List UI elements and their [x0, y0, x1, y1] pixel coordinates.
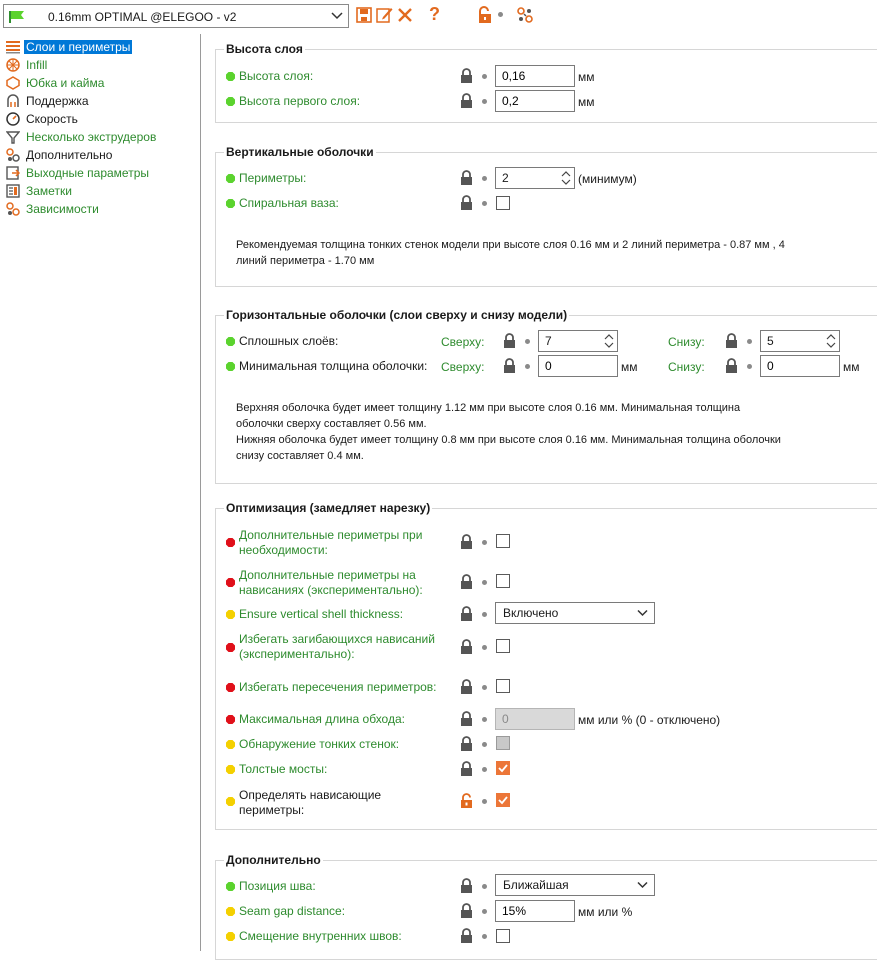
- label-line: необходимости:: [239, 543, 328, 557]
- checkmark-icon: [497, 762, 509, 774]
- lock-icon[interactable]: [460, 606, 473, 621]
- advanced-mode-dot: [226, 740, 235, 749]
- support-icon: [6, 94, 20, 108]
- overhang-perimeters-label: [239, 568, 423, 598]
- bottom-label: Снизу:: [668, 360, 705, 374]
- lock-icon[interactable]: [460, 534, 473, 549]
- sidebar-item-support[interactable]: Поддержка: [4, 92, 200, 110]
- default-dot: [482, 767, 487, 772]
- note-line: снизу составляет 0.4 мм.: [236, 450, 364, 462]
- extruder-icon: [6, 130, 20, 144]
- lock-icon[interactable]: [460, 736, 473, 751]
- sidebar-item-layers[interactable]: Слои и периметры: [4, 38, 200, 56]
- spin-arrows-icon[interactable]: [560, 169, 572, 187]
- avoid-crossing-checkbox[interactable]: [496, 679, 510, 693]
- spin-arrows-icon[interactable]: [603, 332, 615, 350]
- simple-mode-dot: [226, 72, 235, 81]
- expert-mode-dot: [226, 538, 235, 547]
- output-icon: [6, 166, 20, 180]
- extra-perimeters-checkbox[interactable]: [496, 534, 510, 548]
- help-icon[interactable]: ?: [429, 4, 440, 24]
- spiral-vase-label: Спиральная ваза:: [239, 196, 339, 210]
- select-value: Включено: [503, 606, 559, 620]
- default-dot: [482, 612, 487, 617]
- simple-mode-dot: [226, 337, 235, 346]
- lock-icon[interactable]: [460, 711, 473, 726]
- sidebar-item-notes[interactable]: Заметки: [4, 182, 200, 200]
- advanced-mode-dot: [226, 610, 235, 619]
- save-icon[interactable]: [355, 6, 373, 24]
- seam-position-select[interactable]: [495, 874, 655, 896]
- default-dot: [482, 176, 487, 181]
- default-dot: [482, 201, 487, 206]
- label-line: Дополнительные периметры при: [239, 528, 423, 542]
- min-top-input[interactable]: [538, 355, 618, 377]
- avoid-curling-label: [239, 632, 435, 662]
- expert-mode-dot: [226, 578, 235, 587]
- lock-icon[interactable]: [503, 333, 516, 348]
- simple-mode-dot: [226, 362, 235, 371]
- label-line: Определять нависающие: [239, 788, 382, 802]
- unlock-icon[interactable]: [476, 6, 494, 24]
- solid-top-value: 7: [545, 334, 552, 348]
- top-label: Сверху:: [441, 360, 485, 374]
- preset-name: 0.16mm OPTIMAL @ELEGOO - v2: [48, 10, 237, 24]
- solid-top-input[interactable]: [538, 330, 618, 352]
- chevron-down-icon: [637, 609, 648, 617]
- lock-icon[interactable]: [460, 93, 473, 108]
- overhang-perimeters-checkbox[interactable]: [496, 574, 510, 588]
- mode-dot: [498, 12, 503, 17]
- advanced-mode-dot: [226, 907, 235, 916]
- lock-icon[interactable]: [460, 903, 473, 918]
- sidebar-item-extruders[interactable]: Несколько экструдеров: [4, 128, 200, 146]
- skirt-icon: [6, 76, 20, 90]
- default-dot: [482, 540, 487, 545]
- seam-gap-unit: мм или %: [578, 905, 633, 919]
- lock-icon[interactable]: [460, 170, 473, 185]
- spin-arrows-icon[interactable]: [825, 332, 837, 350]
- thin-walls-label: Обнаружение тонких стенок:: [239, 737, 400, 751]
- sidebar-item-infill[interactable]: Infill: [4, 56, 200, 74]
- detect-overhang-checkbox[interactable]: [496, 793, 510, 807]
- lock-icon[interactable]: [460, 195, 473, 210]
- default-dot: [525, 339, 530, 344]
- inner-seam-label: Смещение внутренних швов:: [239, 929, 402, 943]
- chevron-down-icon: [331, 10, 343, 22]
- avoid-crossing-label: Избегать пересечения периметров:: [239, 680, 437, 694]
- sidebar-item-speed[interactable]: Скорость: [4, 110, 200, 128]
- lock-icon[interactable]: [460, 639, 473, 654]
- group-title: Горизонтальные оболочки (слои сверху и снизу модели): [226, 308, 568, 322]
- label-line: периметры:: [239, 803, 305, 817]
- default-dot: [482, 74, 487, 79]
- edit-icon[interactable]: [375, 6, 393, 24]
- group-title: Высота слоя: [226, 42, 303, 56]
- solid-layers-label: Сплошных слоёв:: [239, 334, 339, 348]
- simple-mode-dot: [226, 199, 235, 208]
- default-dot: [482, 645, 487, 650]
- lock-icon[interactable]: [460, 878, 473, 893]
- default-dot: [747, 339, 752, 344]
- lock-icon[interactable]: [725, 358, 738, 373]
- spiral-vase-checkbox[interactable]: [496, 196, 510, 210]
- layer-height-input[interactable]: [495, 65, 575, 87]
- simple-mode-dot: [226, 174, 235, 183]
- solid-bottom-value: 5: [767, 334, 774, 348]
- first-layer-height-label: Высота первого слоя:: [239, 94, 361, 108]
- default-dot: [525, 364, 530, 369]
- default-dot: [482, 99, 487, 104]
- min-bottom-input[interactable]: [760, 355, 840, 377]
- top-toolbar: [0, 0, 877, 34]
- avoid-curling-checkbox[interactable]: [496, 639, 510, 653]
- expert-mode-dot: [226, 643, 235, 652]
- default-dot: [482, 884, 487, 889]
- dependencies-icon: [6, 202, 20, 216]
- flag-icon: [9, 10, 25, 23]
- default-dot: [747, 364, 752, 369]
- default-dot: [482, 934, 487, 939]
- layer-height-label: Высота слоя:: [239, 69, 314, 83]
- lock-icon[interactable]: [460, 761, 473, 776]
- detect-overhang-label: [239, 788, 381, 818]
- select-value: Ближайшая: [503, 878, 569, 892]
- group-title: Дополнительно: [226, 853, 321, 867]
- default-dot: [482, 717, 487, 722]
- min-shell-thickness-label: Минимальная толщина оболочки:: [239, 359, 428, 373]
- extra-perimeters-label: [239, 528, 422, 558]
- thick-bridges-label: Толстые мосты:: [239, 762, 328, 776]
- max-detour-label: Максимальная длина обхода:: [239, 712, 405, 726]
- label-line: (экспериментально):: [239, 647, 355, 661]
- expert-mode-dot: [226, 715, 235, 724]
- first-layer-height-input[interactable]: [495, 90, 575, 112]
- chevron-down-icon: [637, 881, 648, 889]
- speed-icon: [6, 112, 20, 126]
- default-dot: [482, 909, 487, 914]
- sidebar-item-advanced[interactable]: Дополнительно: [4, 146, 200, 164]
- infill-icon: [6, 58, 20, 72]
- sidebar-item-dependencies[interactable]: Зависимости: [4, 200, 200, 218]
- simple-mode-dot: [226, 97, 235, 106]
- default-dot: [482, 742, 487, 747]
- layers-icon: [6, 40, 20, 54]
- note-line: оболочки сверху составляет 0.56 мм.: [236, 418, 427, 430]
- simple-mode-dot: [226, 882, 235, 891]
- ensure-vertical-select[interactable]: [495, 602, 655, 624]
- lock-icon[interactable]: [460, 68, 473, 83]
- thin-walls-checkbox[interactable]: [496, 736, 510, 750]
- unit-label: мм: [621, 360, 638, 374]
- lock-icon[interactable]: [460, 928, 473, 943]
- seam-position-label: Позиция шва:: [239, 879, 316, 893]
- unit-label: мм: [843, 360, 860, 374]
- ensure-vertical-label: Ensure vertical shell thickness:: [239, 607, 404, 621]
- compare-icon[interactable]: [516, 6, 534, 24]
- unit-label: мм: [578, 70, 595, 84]
- delete-icon[interactable]: [396, 6, 414, 24]
- advanced-mode-dot: [226, 797, 235, 806]
- note-line: линий периметра - 1.70 мм: [236, 255, 375, 267]
- inner-seam-checkbox[interactable]: [496, 929, 510, 943]
- lock-icon[interactable]: [725, 333, 738, 348]
- label-line: нависаниях (экспериментально):: [239, 583, 423, 597]
- label-line: Дополнительные периметры на: [239, 568, 416, 582]
- settings-sidebar: [0, 34, 201, 951]
- top-label: Сверху:: [441, 335, 485, 349]
- perimeters-unit: (минимум): [578, 172, 637, 186]
- label-line: Избегать загибающихся нависаний: [239, 632, 435, 646]
- group-title: Оптимизация (замедляет нарезку): [226, 501, 431, 515]
- advanced-icon: [6, 148, 20, 162]
- checkmark-icon: [497, 794, 509, 806]
- default-dot: [482, 799, 487, 804]
- sidebar-item-skirt[interactable]: Юбка и кайма: [4, 74, 200, 92]
- note-line: Верхняя оболочка будет имеет толщину 1.12 мм при высоте слоя 0.16 мм. Минимальная толщина: [236, 402, 741, 414]
- perimeters-label: Периметры:: [239, 171, 307, 185]
- perimeters-spin-input[interactable]: [495, 167, 575, 189]
- lock-icon[interactable]: [460, 679, 473, 694]
- default-dot: [482, 685, 487, 690]
- advanced-mode-dot: [226, 765, 235, 774]
- note-line: Нижняя оболочка будет имеет толщину 0.8 мм при высоте слоя 0.16 мм. Минимальная толщина оболочки: [236, 434, 781, 446]
- unit-label: мм: [578, 95, 595, 109]
- bottom-label: Снизу:: [668, 335, 705, 349]
- lock-icon[interactable]: [460, 574, 473, 589]
- thick-bridges-checkbox[interactable]: [496, 761, 510, 775]
- max-detour-input[interactable]: [495, 708, 575, 730]
- preset-select[interactable]: [3, 4, 349, 28]
- solid-bottom-input[interactable]: [760, 330, 840, 352]
- notes-icon: [6, 184, 20, 198]
- seam-gap-label: Seam gap distance:: [239, 904, 346, 918]
- note-line: Рекомендуемая толщина тонких стенок модели при высоте слоя 0.16 мм и 2 линий периметра - 0.87 мм , 4: [236, 239, 785, 251]
- group-title: Вертикальные оболочки: [226, 145, 374, 159]
- advanced-mode-dot: [226, 932, 235, 941]
- horizontal-shell-note: [236, 400, 866, 464]
- max-detour-unit: мм или % (0 - отключено): [578, 713, 721, 727]
- sidebar-item-output[interactable]: Выходные параметры: [4, 164, 200, 182]
- unlock-icon[interactable]: [460, 793, 473, 808]
- vertical-shell-note: [236, 237, 856, 269]
- expert-mode-dot: [226, 683, 235, 692]
- seam-gap-input[interactable]: [495, 900, 575, 922]
- perimeters-value: 2: [502, 171, 509, 185]
- lock-icon[interactable]: [503, 358, 516, 373]
- default-dot: [482, 580, 487, 585]
